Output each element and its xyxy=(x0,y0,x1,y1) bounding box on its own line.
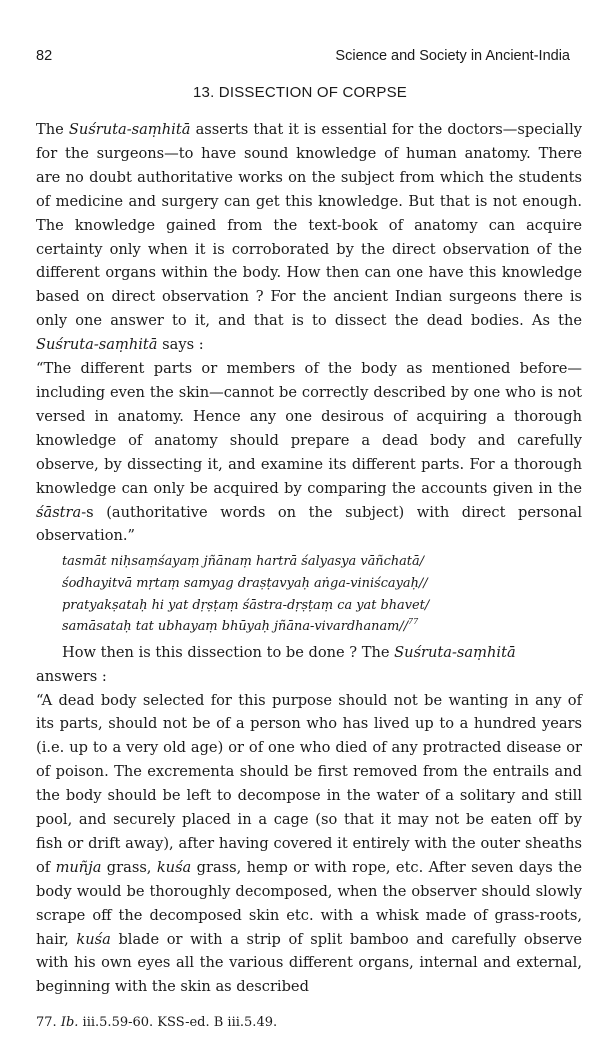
text-run: “A dead body selected for this purpose should not be wanting in any of its parts, should not be of a person who has lived up to a hundred years (i.e. up to a very old age) or of one who died of any protracted disease or of poison. The excrementa should be first removed from the entrails and the body should be left to decompose in the water of a solitary and still pool, and securely placed in a cage (so that it may not be eaten off by fish or drift away), after having covered it entirely with the outer sheaths of xyxy=(36,691,582,876)
text-run: How then is this dissection to be done ? The xyxy=(62,643,395,661)
text-title-italic: Suśruta-saṃhitā xyxy=(36,336,158,354)
paragraph-intro xyxy=(36,118,582,357)
running-title: Science and Society in Ancient-India xyxy=(335,48,570,64)
verse-line: pratyakṣataḥ hi yat dṛṣṭaṃ śāstra-dṛṣṭaṃ ca yat bhavet/ xyxy=(62,597,430,613)
running-header xyxy=(36,48,570,64)
paragraph-question-end: answers : xyxy=(36,667,107,685)
text-run: asserts that it is essential for the doctors—specially for the surgeons—to have sound knowledge of human anatomy. There are no doubt authoritative works on the subject from which the students of medicine and surgery can get this knowledge. But that is not enough. The knowledge gained from the text-book of anatomy can acquire certainty only when it is corroborated by the direct observation of the different organs within the body. How then can one have this knowledge based on direct observation ? For the ancient Indian surgeons there is only one answer to it, and that is to dissect the dead bodies. As the xyxy=(36,121,582,330)
text-run: “The different parts or members of the body as mentioned before—including even the skin—cannot be correctly described by one who is not versed in anatomy. Hence any one desirous of acquiring a thorough knowledge of anatomy should prepare a dead body and carefully observe, by dissecting it, and examine its different parts. For a thorough knowledge can only be acquired by comparing the accounts given in the xyxy=(36,360,582,497)
footnote xyxy=(36,1015,277,1030)
verse-line: śodhayitvā mṛtaṃ samyag draṣṭavyaḥ aṅga-viniścayaḥ// xyxy=(62,575,428,591)
footnote-number: 77. xyxy=(36,1015,57,1030)
text-run: -s (authoritative words on the subject) with direct personal observation.” xyxy=(36,503,582,545)
sanskrit-verse xyxy=(62,548,582,640)
text-run: grass, hemp or with rope, etc. After seven days the body would be thoroughly decomposed, when the observer should slowly scrape off the decomposed skin etc. with a whisk made of grass-roots, hair, xyxy=(36,858,582,948)
text-title-italic: Suśruta-saṃhitā xyxy=(394,643,516,661)
text-term-italic: kuśa xyxy=(156,858,192,876)
verse-line: tasmāt niḥsaṃśayaṃ jñānaṃ hartrā śalyasya vāñchatā/ xyxy=(62,554,425,570)
text-term-italic: muñja xyxy=(55,858,102,876)
paragraph-question xyxy=(36,641,582,665)
text-run: says : xyxy=(157,336,204,354)
footnote-ref: 77 xyxy=(408,617,419,627)
verse-line-text: samāsataḥ tat ubhayaṃ bhūyaḥ jñāna-vivardhanam// xyxy=(62,619,409,635)
chapter-title: 13. DISSECTION OF CORPSE xyxy=(192,84,407,101)
page-number: 82 xyxy=(36,48,53,64)
text-term-italic: kuśa xyxy=(76,930,111,948)
text-run: blade or with a strip of split bamboo and carefully observe with his own eyes all the various different organs, internal and external, beginning with the skin as described xyxy=(36,930,582,996)
quotation-2 xyxy=(36,689,582,1000)
text-term-italic: śāstra xyxy=(36,503,82,521)
quotation-1 xyxy=(36,357,582,548)
verse-line xyxy=(62,616,582,638)
text-title-italic: Suśruta-saṃhitā xyxy=(68,121,191,138)
footnote-ibid: Ib. xyxy=(60,1015,79,1030)
text-run: grass, xyxy=(101,858,157,876)
text-run: The xyxy=(36,121,69,138)
body-text xyxy=(36,118,582,999)
footnote-text: iii.5.59-60. KSS-ed. B iii.5.49. xyxy=(78,1015,278,1030)
